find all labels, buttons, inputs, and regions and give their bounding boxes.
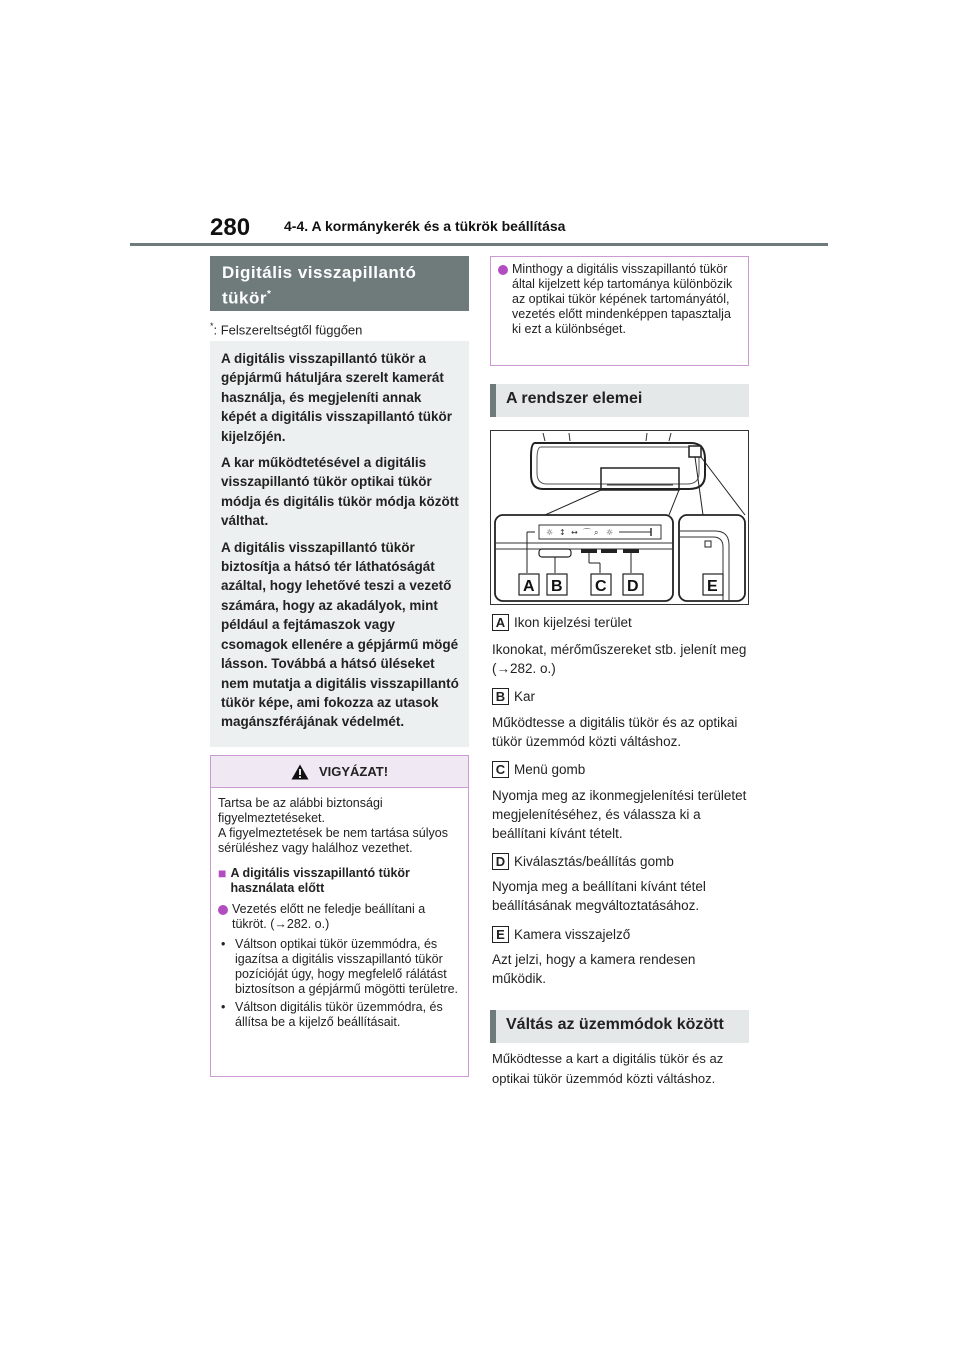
dash-bullet-icon: •	[221, 1000, 226, 1014]
caution-box	[210, 755, 469, 1077]
item-b-description: Működtesse a digitális tükör és az optikai tükör üzemmód közti váltáshoz.	[492, 715, 738, 749]
intro-paragraph: A kar működtetésével a digitális visszapillantó tükör optikai tükör módja és digitális tükör módja között válthat.	[221, 455, 459, 529]
letter-box-b: B	[492, 688, 509, 705]
item-e-label: E Kamera visszajelző	[492, 926, 630, 943]
dash-bullet-icon: •	[221, 937, 226, 951]
caution-bullet: Vezetés előtt ne feledje beállítani a tükröt. (→282. o.)	[218, 902, 461, 932]
item-c-label: C Menü gomb	[492, 761, 585, 778]
caution-intro: Tartsa be az alábbi biztonsági figyelmeztetéseket. A figyelmeztetések be nem tartása súlyos sérüléshez vagy halálhoz vezethet.	[218, 796, 448, 855]
letter-box-c: C	[492, 761, 509, 778]
intro-paragraph: A digitális visszapillantó tükör a gépjármű hátuljára szerelt kamerát használja, és megjeleníti annak képét a digitális visszapillantó tükör kijelzőjén.	[221, 351, 453, 444]
letter-box-d: D	[492, 853, 509, 870]
intro-box	[210, 341, 469, 747]
svg-text:⌕: ⌕	[594, 528, 599, 537]
intro-paragraph: A digitális visszapillantó tükör biztosítja a hátsó tér láthatóságát azáltal, hogy lehetővé teszi a vezető számára, hogy az akadályok, mint például a fejtámaszok vagy csomagok ellenére a gépjármű mögé lásson. Továbbá a hátsó üléseket nem mutatja a digitális visszapillantó tükör képe, ami fokozza az utasok magánszférájának védelmét.	[221, 539, 459, 730]
caution-dash-item: • Váltson digitális tükör üzemmódra, és állítsa be a kijelző beállításait.	[221, 1000, 443, 1029]
item-c-description: Nyomja meg az ikonmegjelenítési területet megjelenítéséhez, és válassza ki a beállítani kívánt tételt.	[492, 788, 747, 841]
letter-box-a: A	[492, 614, 509, 631]
item-a-label: A Ikon kijelzési terület	[492, 614, 632, 631]
svg-text:↕: ↕	[559, 528, 566, 537]
caution-body	[211, 788, 468, 1030]
caution-title: VIGYÁZAT!	[318, 764, 389, 779]
diagram-label-e: E	[707, 578, 718, 595]
item-b-label: B Kar	[492, 688, 535, 705]
section-title-line1: Digitális visszapillantó	[222, 263, 417, 282]
mode-switch-text: Működtesse a kart a digitális tükör és az optikai tükör üzemmód közti váltáshoz.	[492, 1051, 724, 1086]
section-title-line2: tükör*	[222, 288, 272, 308]
letter-box-e: E	[492, 926, 509, 943]
square-bullet-icon: ■	[218, 865, 227, 881]
footnote: *: Felszereltségtől függően	[210, 321, 363, 338]
caution-subhead: ■ A digitális visszapillantó tükör használata előtt	[218, 865, 410, 895]
diagram-label-b: B	[551, 578, 563, 595]
item-d-label: D Kiválasztás/beállítás gomb	[492, 853, 674, 870]
svg-text:↔: ↔	[571, 528, 578, 537]
diagram-label-c: C	[595, 578, 607, 595]
item-d-description: Nyomja meg a beállítani kívánt tétel beállításának megváltoztatásához.	[492, 879, 706, 913]
dot-bullet-icon	[218, 905, 228, 915]
note-box	[490, 256, 749, 366]
mirror-diagram	[490, 430, 749, 605]
dot-bullet-icon	[498, 265, 508, 275]
section-title-digital-mirror	[210, 256, 469, 311]
item-a-description: Ikonokat, mérőműszereket stb. jelenít meg (→282. o.)	[492, 642, 747, 676]
section-title-mode-switch: Váltás az üzemmódok között	[490, 1010, 749, 1043]
item-e-description: Azt jelzi, hogy a kamera rendesen működik.	[492, 952, 696, 986]
diagram-label-a: A	[523, 578, 535, 595]
caution-dash-item: • Váltson optikai tükör üzemmódra, és igazítsa a digitális visszapillantó tükör pozícióját úgy, hogy megfelelő rálátást biztosítson a gépjármű mögötti területre.	[221, 937, 459, 996]
svg-text:☼: ☼	[606, 528, 614, 537]
section-title-system: A rendszer elemei	[490, 384, 749, 417]
svg-text:⌒: ⌒	[583, 528, 591, 537]
caution-header	[211, 756, 468, 788]
diagram-label-d: D	[627, 578, 639, 595]
chapter-title: 4-4. A kormánykerék és a tükrök beállítása	[284, 218, 566, 234]
svg-text:☼: ☼	[546, 528, 554, 537]
header-divider	[130, 243, 828, 246]
page-number: 280	[210, 214, 251, 241]
mirror-illustration	[491, 431, 748, 604]
warning-icon	[291, 764, 309, 780]
note-text: Minthogy a digitális visszapillantó tükör által kijelzett kép tartománya különbözik az optikai tükör képének tartományától, vezetés előtt mindenképpen tapasztalja ki ezt a különbséget.	[512, 262, 733, 336]
